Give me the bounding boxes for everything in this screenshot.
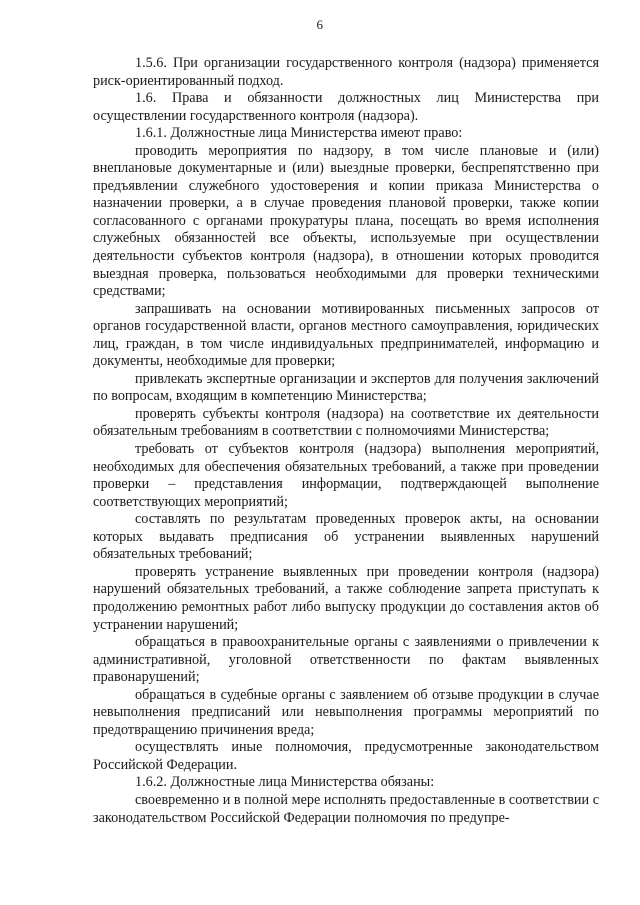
list-item-acts: составлять по результатам проведенных проверок акты, на основании которых выдавать предписания об устранении выявленных нарушений обязательных требований; (93, 511, 599, 563)
list-item-duties: своевременно и в полной мере исполнять предоставленные в соответствии с законодательством Российской Федерации полномочия по предупре- (93, 791, 599, 826)
paragraph-1-5-6: 1.5.6. При организации государственного контроля (надзора) применяется риск-ориентированный подход. (93, 55, 599, 89)
list-item-violation-check: проверять устранение выявленных при проведении контроля (надзора) нарушений обязательных требований, а также соблюдение запрета приступать к продолжению ремонтных работ либо выпуску продукции до составления актов об устранении нарушений; (93, 563, 599, 633)
document-body (93, 55, 599, 827)
list-item-compliance-check: проверять субъекты контроля (надзора) на соответствие их деятельности обязательным требованиям в соответствии с полномочиями Министерства; (93, 405, 599, 440)
list-item-law-enforcement: обращаться в правоохранительные органы с заявлениями о привлечении к административной, уголовной ответственности по фактам выявленных правонарушений; (93, 634, 599, 686)
paragraph-1-6-1: 1.6.1. Должностные лица Министерства имеют право: (135, 125, 463, 142)
list-item-requests: запрашивать на основании мотивированных письменных запросов от органов государственной власти, органов местного самоуправления, юридических лиц, граждан, в том числе индивидуальных предпринимателей, информацию и документы, необходимые для проверки; (93, 300, 599, 370)
list-item-other-powers: осуществлять иные полномочия, предусмотренные законодательством Российской Федерации. (93, 739, 599, 773)
paragraph-1-6: 1.6. Права и обязанности должностных лиц Министерства при осуществлении государственного контроля (надзора). (93, 90, 599, 124)
page-number: 6 (316, 17, 324, 32)
list-item-courts: обращаться в судебные органы с заявлением об отзыве продукции в случае невыполнения предписаний или невыполнения программы мероприятий по предотвращению причинения вреда; (93, 686, 599, 738)
paragraph-1-6-2: 1.6.2. Должностные лица Министерства обязаны: (135, 774, 435, 791)
list-item-inspections: проводить мероприятия по надзору, в том числе плановые и (или) внеплановые документарные и (или) выездные проверки, беспрепятственно при предъявлении служебного удостоверения и копии приказа Министерства о назначении проверки, а в случае проведения плановой проверки, также копии согласованного с органами прокуратуры плана, посещать во время исполнения служебных обязанностей все объекты, используемые при осуществлении деятельности субъектов контроля (надзора), в отношении которых проводится выездная проверка, пользоваться необходимыми для проверки техническими средствами; (93, 142, 599, 300)
list-item-experts: привлекать экспертные организации и экспертов для получения заключений по вопросам, входящим в компетенцию Министерства; (93, 370, 599, 405)
list-item-require-measures: требовать от субъектов контроля (надзора) выполнения мероприятий, необходимых для обеспечения обязательных требований, а также при проведении проверки – представления информации, подтверждающей выполнение соответствующих мероприятий; (93, 441, 599, 510)
